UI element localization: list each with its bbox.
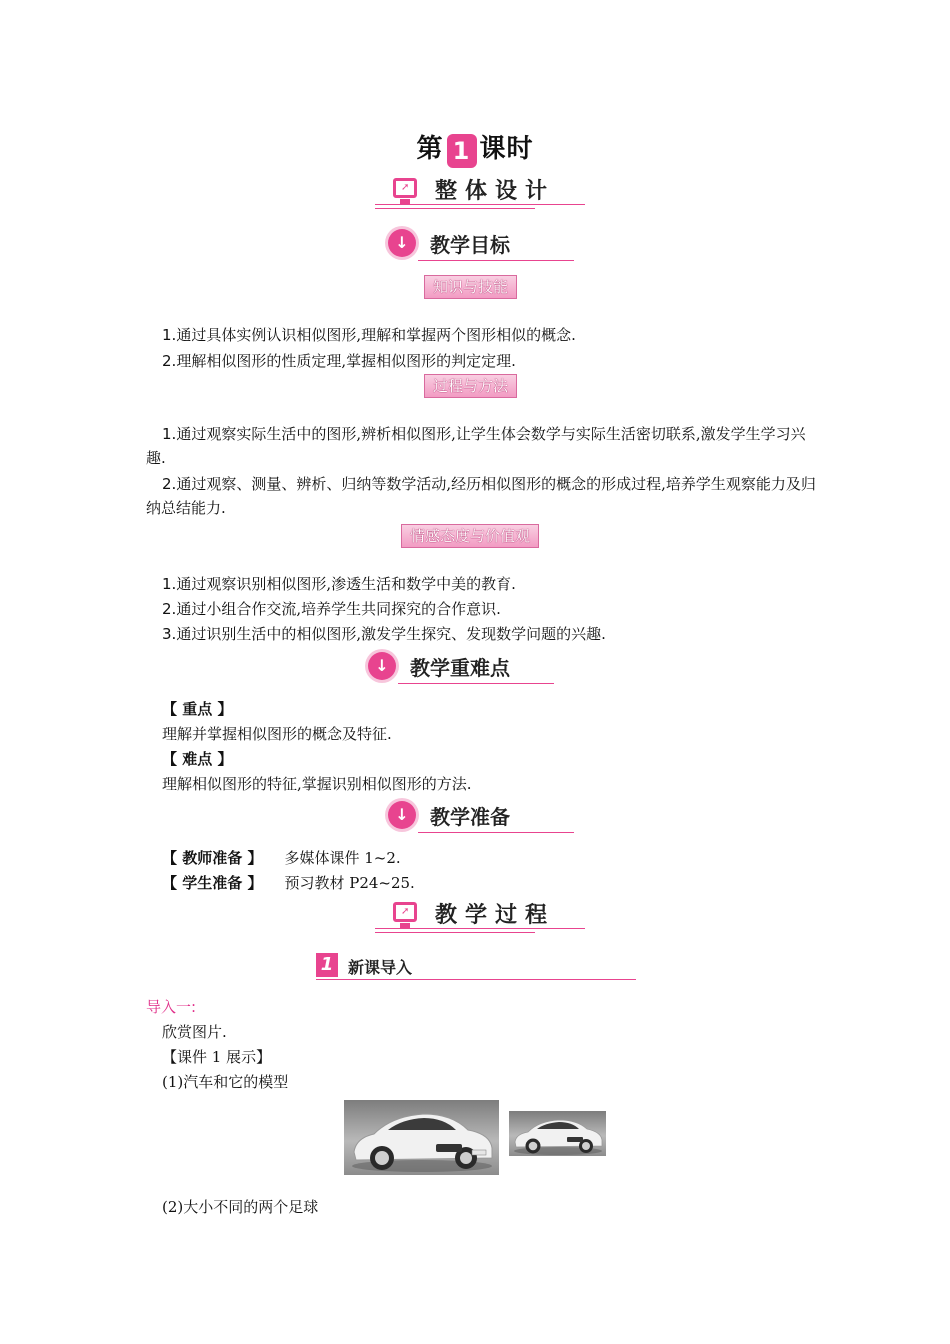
list-item: 1.通过观察实际生活中的图形,辨析相似图形,让学生体会数学与实际生活密切联系,激发学生学习兴趣. — [146, 425, 806, 467]
preparation-header — [388, 801, 578, 835]
list-item: 2.通过观察、测量、辨析、归纳等数学活动,经历相似图形的概念的形成过程,培养学生观察能力及归纳总结能力. — [146, 475, 816, 517]
header-underline — [398, 683, 554, 684]
key-point-label: 【 重点 】 — [162, 700, 233, 718]
key-points-header — [368, 652, 558, 686]
title-suffix: 课时 — [479, 134, 534, 164]
arrow-down-icon: ↓ — [388, 801, 416, 829]
car-photo — [344, 1100, 499, 1175]
teaching-process-label: 教学过程 — [435, 903, 556, 928]
list-item: 2.理解相似图形的性质定理,掌握相似图形的判定定理. — [162, 352, 516, 370]
list-item: 2.通过小组合作交流,培养学生共同探究的合作意识. — [162, 600, 501, 618]
courseware-label: 【课件 1 展示】 — [162, 1048, 272, 1066]
monitor-icon: ➚ — [393, 178, 417, 198]
difficult-point-label: 【 难点 】 — [162, 750, 233, 768]
intro-one-label: 导入一: — [146, 998, 197, 1016]
football-caption: (2)大小不同的两个足球 — [162, 1198, 319, 1216]
section-number-badge: 1 — [316, 953, 338, 977]
car-model-photo — [509, 1111, 606, 1156]
list-item: 3.通过识别生活中的相似图形,激发学生探究、发现数学问题的兴趣. — [162, 625, 606, 643]
header-underline — [375, 204, 585, 205]
header-underline — [418, 260, 574, 261]
list-item: 1.通过观察识别相似图形,渗透生活和数学中美的教育. — [162, 575, 516, 593]
header-underline — [375, 208, 535, 209]
difficult-point-text: 理解相似图形的特征,掌握识别相似图形的方法. — [162, 775, 472, 793]
overall-design-label: 整体设计 — [435, 179, 556, 204]
new-lesson-intro-header — [316, 953, 636, 981]
overall-design-header — [375, 174, 585, 208]
header-underline — [375, 928, 585, 929]
arrow-down-icon: ↓ — [388, 229, 416, 257]
preparation-label: 教学准备 — [430, 805, 510, 829]
knowledge-skills-tag: 知识与技能 — [424, 275, 517, 299]
arrow-down-icon: ↓ — [368, 652, 396, 680]
monitor-icon: ➚ — [393, 902, 417, 922]
car-illustration — [344, 1100, 499, 1175]
lesson-title — [0, 128, 950, 168]
header-underline — [375, 932, 535, 933]
lesson-number-badge: 1 — [447, 134, 477, 168]
teaching-process-header — [375, 898, 585, 932]
car-model-illustration — [509, 1111, 606, 1156]
key-points-label: 教学重难点 — [410, 656, 510, 680]
emotion-values-tag: 情感态度与价值观 — [401, 524, 539, 548]
car-caption: (1)汽车和它的模型 — [162, 1073, 289, 1091]
teaching-goals-header — [388, 229, 578, 263]
key-point-text: 理解并掌握相似图形的概念及特征. — [162, 725, 392, 743]
header-underline — [316, 979, 636, 980]
student-preparation: 【 学生准备 】 预习教材 P24~25. — [162, 874, 415, 892]
teaching-goals-label: 教学目标 — [430, 233, 510, 257]
teacher-preparation: 【 教师准备 】 多媒体课件 1~2. — [162, 849, 401, 867]
list-item: 1.通过具体实例认识相似图形,理解和掌握两个图形相似的概念. — [162, 326, 576, 344]
process-methods-tag: 过程与方法 — [424, 374, 517, 398]
intro-line: 欣赏图片. — [162, 1023, 227, 1041]
new-lesson-intro-label: 新课导入 — [348, 958, 413, 977]
header-underline — [418, 832, 574, 833]
title-prefix: 第 — [416, 134, 444, 164]
